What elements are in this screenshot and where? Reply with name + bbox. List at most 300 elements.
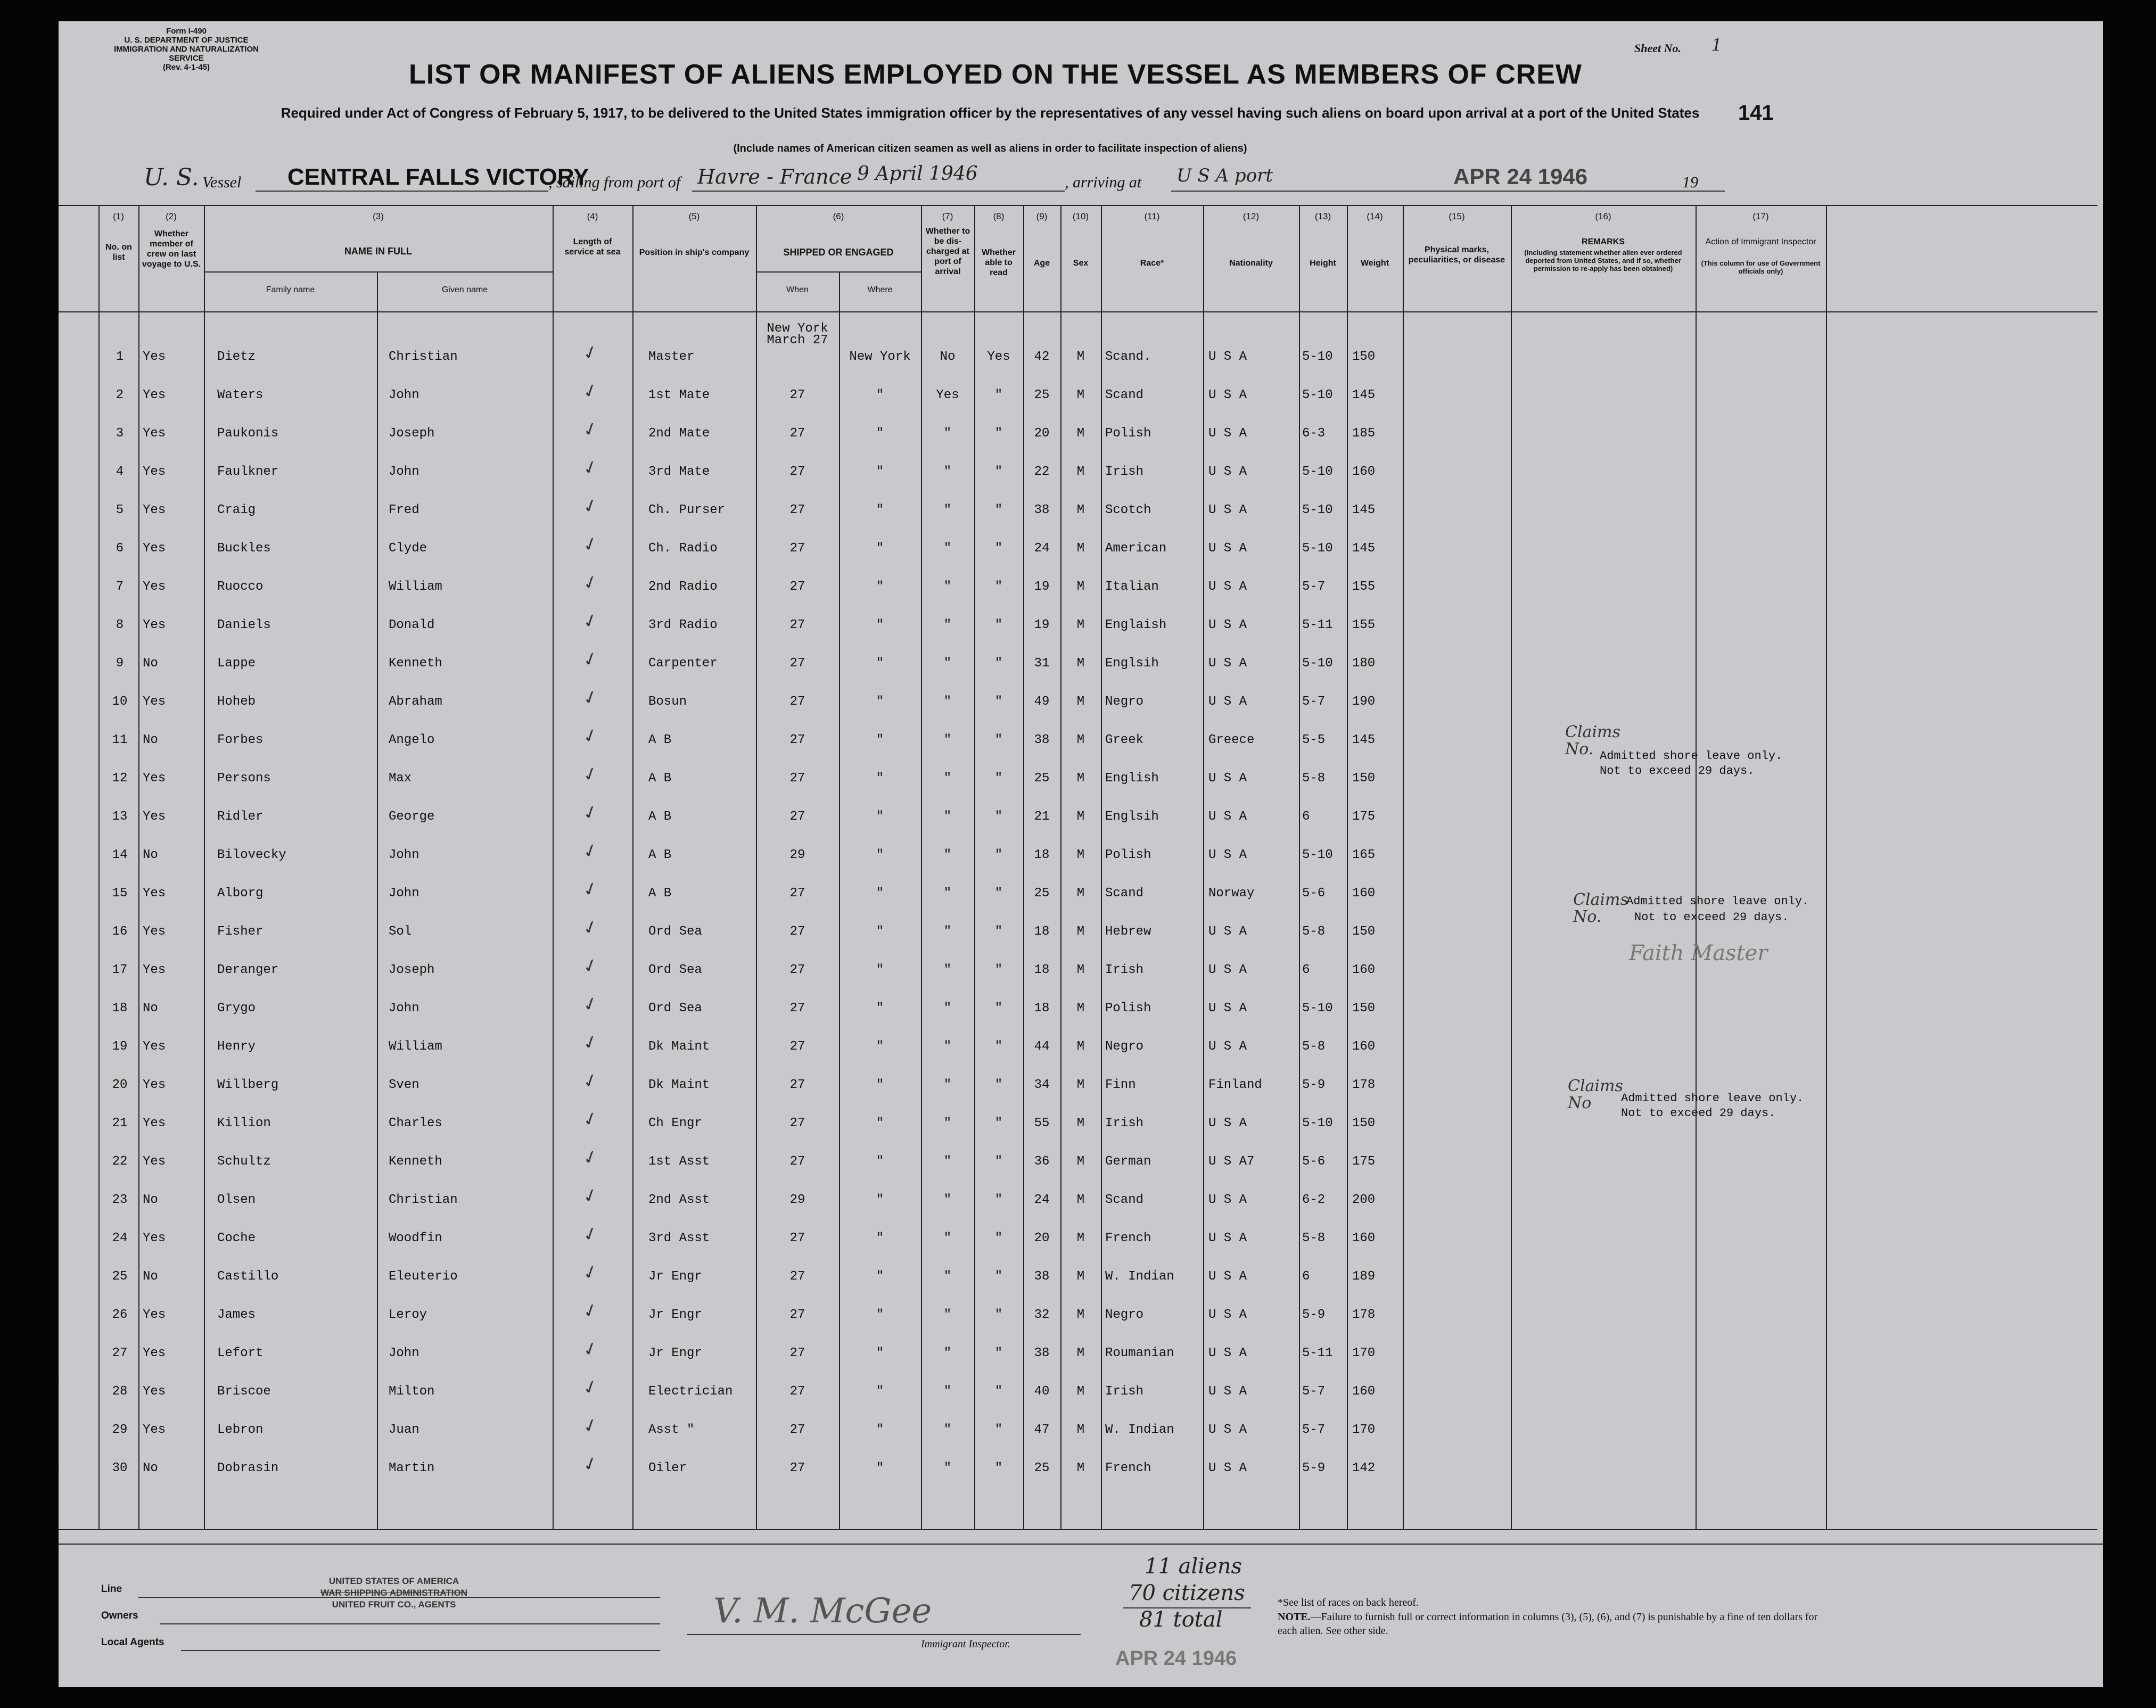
cell-race: American [1105,541,1167,556]
cell-no: 24 [112,1231,128,1245]
cell-discharged: " [943,733,952,747]
cell-no: 21 [112,1116,128,1131]
cell-discharged: " [943,1116,952,1131]
cell-read: " [994,810,1003,824]
cell-discharged: " [943,580,952,594]
check-mark-icon: ✓ [580,723,601,749]
cell-member: No [143,848,158,862]
cell-no: 28 [112,1384,128,1399]
cell-member: Yes [143,771,166,786]
col-number: (1) [113,211,124,221]
cell-height: 6 [1302,810,1310,824]
cell-given: George [389,810,435,824]
cell-when: 27 [789,963,805,977]
cell-position: Ch. Purser [648,503,726,517]
remark-text: Not to exceed 29 days. [1600,764,1755,778]
check-mark-icon: ✓ [580,570,601,596]
cell-position: 3rd Radio [648,618,718,632]
remark-text: Not to exceed 29 days. [1634,911,1789,924]
cell-when: 27 [789,810,805,824]
cell-age: 38 [1034,733,1050,747]
cell-read: " [994,886,1003,901]
col-number: (8) [993,211,1005,221]
col-number: (11) [1144,211,1160,221]
cell-discharged: " [943,1039,952,1054]
table-row [59,491,2097,529]
cell-when: 27 [789,1423,805,1437]
cell-member: No [143,1461,158,1475]
cell-race: Finn [1105,1078,1136,1092]
cell-sex: M [1076,848,1085,862]
table-row [59,321,2097,375]
col-number: (14) [1367,211,1383,221]
header-member: Whether member of crew on last voyage to U.S. [142,229,201,269]
cell-discharged: " [943,1308,952,1322]
check-mark-icon: ✓ [580,915,601,940]
arriving-label: , arriving at [1065,174,1142,191]
table-row [59,760,2097,797]
table-row [59,1028,2097,1065]
cell-nationality: U S A [1208,771,1247,786]
cell-no: 18 [112,1001,128,1016]
cell-where: " [876,1231,884,1245]
cell-weight: 200 [1352,1193,1376,1207]
cell-nationality: U S A [1208,1193,1247,1207]
check-mark-icon: ✓ [580,1375,601,1400]
cell-member: Yes [143,350,166,364]
cell-weight: 178 [1352,1308,1376,1322]
cell-race: Polish [1105,426,1151,441]
cell-position: A B [648,848,672,862]
check-mark-icon: ✓ [580,762,601,787]
cell-height: 5-7 [1302,1423,1326,1437]
cell-nationality: U S A [1208,695,1247,709]
cell-age: 18 [1034,925,1050,939]
cell-discharged: " [943,1461,952,1475]
cell-position: Oiler [648,1461,687,1475]
cell-weight: 175 [1352,810,1376,824]
check-mark-icon: ✓ [580,1260,601,1285]
cell-nationality: U S A [1208,656,1247,671]
cell-member: No [143,1269,158,1284]
shipped-subheader-line [756,271,921,273]
check-mark-icon: ✓ [580,838,601,864]
cell-no: 12 [112,771,128,786]
cell-read: " [994,656,1003,671]
col-number: (16) [1595,211,1611,221]
cell-weight: 150 [1352,1001,1376,1016]
table-row [59,376,2097,414]
cell-where: " [876,848,884,862]
cell-weight: 145 [1352,733,1376,747]
cell-no: 6 [116,541,124,556]
cell-when: 27 [789,580,805,594]
cell-race: French [1105,1231,1151,1245]
cell-where: " [876,1154,884,1169]
cell-height: 6 [1302,963,1310,977]
cell-where: " [876,618,884,632]
cell-no: 20 [112,1078,128,1092]
cell-weight: 190 [1352,695,1376,709]
cell-position: Dk Maint [648,1039,710,1054]
cell-nationality: U S A7 [1208,1154,1255,1169]
check-mark-icon: ✓ [580,455,601,481]
agents-label: Local Agents [101,1637,164,1648]
cell-where: " [876,1461,884,1475]
cell-race: French [1105,1461,1151,1475]
cell-discharged: No [940,350,956,364]
cell-weight: 155 [1352,580,1376,594]
cell-age: 44 [1034,1039,1050,1054]
cell-discharged: " [943,886,952,901]
cell-weight: 160 [1352,1384,1376,1399]
cell-read: " [994,1001,1003,1016]
cell-where: " [876,656,884,671]
cell-sex: M [1076,426,1085,441]
table-row [59,1104,2097,1142]
cell-height: 5-9 [1302,1461,1326,1475]
cell-given: Martin [389,1461,435,1475]
cell-weight: 178 [1352,1078,1376,1092]
vessel-label: Vessel [202,174,242,191]
check-mark-icon: ✓ [580,800,601,826]
cell-position: Asst " [648,1423,695,1437]
name-subheader-line [204,271,553,273]
cell-discharged: " [943,426,952,441]
col-number: (6) [833,211,844,221]
agency-stamp-line3: UNITED FRUIT CO., AGENTS [332,1599,456,1610]
cell-no: 5 [116,503,124,517]
cell-where: " [876,886,884,901]
cell-race: Greek [1105,733,1144,747]
remark-claims: Claims No [1568,1077,1623,1112]
table-row [59,1449,2097,1487]
cell-discharged: " [943,1001,952,1016]
cell-given: Eleuterio [389,1269,458,1284]
cell-given: Joseph [389,426,435,441]
check-mark-icon: ✓ [580,340,601,366]
cell-race: Roumanian [1105,1346,1174,1360]
remark-note: Faith Master [1629,941,1768,966]
cell-where: " [876,1039,884,1054]
cell-family: Daniels [217,618,271,632]
sheet-number-value: 1 [1711,34,1721,55]
cell-read: " [994,733,1003,747]
cell-height: 5-10 [1302,350,1333,364]
cell-when: 27 [789,503,805,517]
cell-family: Ruocco [217,580,264,594]
cell-nationality: U S A [1208,1001,1247,1016]
cell-no: 10 [112,695,128,709]
cell-race: Negro [1105,1039,1144,1054]
cell-position: Jr Engr [648,1346,702,1360]
cell-weight: 150 [1352,1116,1376,1131]
cell-height: 5-7 [1302,1384,1326,1399]
tally-citizens: 70 citizens [1129,1581,1245,1605]
table-row [59,989,2097,1027]
cell-when: 27 [789,1308,805,1322]
cell-read: " [994,503,1003,517]
cell-age: 31 [1034,656,1050,671]
cell-family: Paukonis [217,426,279,441]
table-row [59,606,2097,643]
cell-height: 5-10 [1302,656,1333,671]
cell-discharged: Yes [936,388,959,402]
cell-weight: 155 [1352,618,1376,632]
cell-when: 27 [789,695,805,709]
cell-nationality: U S A [1208,1423,1247,1437]
cell-where: " [876,1308,884,1322]
cell-given: Donald [389,618,435,632]
cell-read: " [994,465,1003,479]
cell-read: " [994,848,1003,862]
cell-discharged: " [943,695,952,709]
cell-age: 20 [1034,1231,1050,1245]
cell-no: 22 [112,1154,128,1169]
cell-read: " [994,618,1003,632]
cell-family: Deranger [217,963,279,977]
cell-when: 27 [789,1078,805,1092]
cell-sex: M [1076,810,1085,824]
check-mark-icon: ✓ [580,493,601,519]
cell-nationality: U S A [1208,618,1247,632]
cell-race: Irish [1105,465,1144,479]
cell-member: Yes [143,618,166,632]
cell-nationality: U S A [1208,1308,1247,1322]
cell-position: A B [648,810,672,824]
cell-weight: 150 [1352,350,1376,364]
header-where: Where [867,285,893,294]
cell-where: " [876,733,884,747]
cell-age: 24 [1034,1193,1050,1207]
cell-height: 5-8 [1302,771,1326,786]
header-physical: Physical marks, peculiarities, or disease [1408,245,1505,265]
cell-height: 5-9 [1302,1078,1326,1092]
table-bottom-border [59,1529,2097,1530]
cell-height: 5-11 [1302,1346,1333,1360]
cell-no: 30 [112,1461,128,1475]
cell-when: 27 [789,541,805,556]
cell-age: 18 [1034,848,1050,862]
cell-age: 38 [1034,1269,1050,1284]
cell-no: 2 [116,388,124,402]
cell-sex: M [1076,1269,1085,1284]
fine-note [1278,1610,1821,1638]
cell-read: " [994,1269,1003,1284]
cell-member: No [143,1001,158,1016]
cell-height: 5-7 [1302,695,1326,709]
footer [59,1544,2103,1682]
crew-table [59,205,2097,1530]
table-row [59,798,2097,835]
cell-where: " [876,426,884,441]
line-label: Line [101,1583,122,1595]
cell-member: Yes [143,1346,166,1360]
cell-race: Irish [1105,963,1144,977]
col-number: (3) [373,211,384,221]
check-mark-icon: ✓ [580,1413,601,1439]
col-number: (5) [688,211,700,221]
remark-text: Admitted shore leave only. [1600,749,1783,763]
cell-family: Buckles [217,541,271,556]
cell-race: Englsih [1105,656,1159,671]
cell-read: " [994,388,1003,402]
header-remarks-sub: (Including statement whether alien ever ordered deported from United States, and if so, whether permission to re-apply has been obtained) [1524,249,1682,273]
cell-where: " [876,925,884,939]
cell-sex: M [1076,733,1085,747]
cell-given: William [389,580,442,594]
cell-nationality: U S A [1208,426,1247,441]
arriving-underline [1171,191,1725,192]
cell-when: 27 [789,1269,805,1284]
cell-read: " [994,580,1003,594]
tally-total: 81 total [1139,1607,1223,1632]
cell-member: Yes [143,388,166,402]
cell-discharged: " [943,771,952,786]
cell-age: 32 [1034,1308,1050,1322]
cell-family: Waters [217,388,264,402]
cell-nationality: U S A [1208,350,1247,364]
cell-read: " [994,1346,1003,1360]
header-position: Position in ship's company [639,248,750,257]
cell-nationality: U S A [1208,465,1247,479]
col-number: (17) [1752,211,1769,221]
cell-discharged: " [943,541,952,556]
vessel-line [59,159,2103,201]
check-mark-icon: ✓ [580,417,601,442]
cell-weight: 189 [1352,1269,1376,1284]
cell-discharged: " [943,1269,952,1284]
header-length: Length of service at sea [564,237,621,257]
cell-height: 5-8 [1302,925,1326,939]
include-text: (Include names of American citizen seamen as well as aliens in order to facilitate inspection of aliens) [733,143,1247,154]
cell-read: " [994,1193,1003,1207]
cell-weight: 145 [1352,503,1376,517]
cell-where: " [876,465,884,479]
cell-age: 24 [1034,541,1050,556]
cell-discharged: " [943,465,952,479]
table-row [59,568,2097,605]
cell-given: John [389,1346,419,1360]
cell-family: Castillo [217,1269,279,1284]
cell-given: John [389,886,419,901]
cell-sex: M [1076,1154,1085,1169]
cell-race: English [1105,771,1159,786]
cell-family: Bilovecky [217,848,286,862]
cell-family: Dobrasin [217,1461,279,1475]
header-when: When [786,285,809,294]
cell-discharged: " [943,1193,952,1207]
cell-member: Yes [143,1116,166,1131]
cell-height: 5-10 [1302,541,1333,556]
cell-sex: M [1076,771,1085,786]
header-given: Given name [441,285,488,294]
cell-when: 29 [789,1193,805,1207]
cell-read: " [994,771,1003,786]
cell-discharged: " [943,810,952,824]
cell-member: Yes [143,925,166,939]
cell-weight: 175 [1352,1154,1376,1169]
cell-race: Englaish [1105,618,1167,632]
cell-nationality: U S A [1208,810,1247,824]
cell-nationality: Finland [1208,1078,1262,1092]
cell-age: 21 [1034,810,1050,824]
cell-when: 27 [789,1001,805,1016]
cell-where: " [876,388,884,402]
cell-discharged: " [943,925,952,939]
cell-race: W. Indian [1105,1269,1174,1284]
cell-position: Bosun [648,695,687,709]
vessel-prefix: U. S. [144,164,199,191]
cell-family: Olsen [217,1193,256,1207]
table-top-border [59,205,2097,206]
cell-nationality: U S A [1208,541,1247,556]
check-mark-icon: ✓ [580,953,601,979]
cell-read: " [994,1384,1003,1399]
cell-read: " [994,963,1003,977]
cell-read: " [994,1231,1003,1245]
cell-where: " [876,541,884,556]
cell-where: " [876,1269,884,1284]
cell-discharged: " [943,1346,952,1360]
cell-age: 34 [1034,1078,1050,1092]
header-discharged: Whether to be dis-charged at port of arrival [925,227,970,276]
cell-given: Sven [389,1078,419,1092]
cell-discharged: " [943,618,952,632]
cell-no: 9 [116,656,124,671]
cell-height: 5-10 [1302,465,1333,479]
cell-position: 2nd Radio [648,580,718,594]
header-remarks: REMARKS [1582,237,1625,246]
cell-family: James [217,1308,256,1322]
sailing-date: 9 April 1946 [857,163,978,185]
col-number: (9) [1036,211,1048,221]
remark-claims: Claims No. [1565,723,1620,758]
cell-race: Polish [1105,1001,1151,1016]
table-row [59,1411,2097,1448]
table-row [59,1219,2097,1257]
header-race: Race* [1140,259,1164,268]
cell-position: 3rd Mate [648,465,710,479]
cell-nationality: U S A [1208,503,1247,517]
cell-when: 27 [789,771,805,786]
cell-position: Electrician [648,1384,733,1399]
cell-height: 5-9 [1302,1308,1326,1322]
cell-sex: M [1076,1346,1085,1360]
cell-no: 26 [112,1308,128,1322]
header-action: Action of Immigrant Inspector [1705,237,1816,246]
manifest-sheet [59,21,2103,1687]
header-action-sub: (This column for use of Government officials only) [1701,259,1821,275]
cell-age: 22 [1034,465,1050,479]
cell-race: Scotch [1105,503,1151,517]
cell-height: 5-10 [1302,1001,1333,1016]
cell-sex: M [1076,465,1085,479]
cell-nationality: U S A [1208,925,1247,939]
cell-given: Juan [389,1423,419,1437]
col-number: (10) [1072,211,1089,221]
cell-race: W. Indian [1105,1423,1174,1437]
cell-when: 27 [789,1231,805,1245]
cell-where: " [876,963,884,977]
form-info [106,27,266,72]
col-number: (12) [1242,211,1260,221]
cell-weight: 185 [1352,426,1376,441]
cell-when: 27 [789,1116,805,1131]
cell-height: 5-8 [1302,1231,1326,1245]
cell-discharged: " [943,1423,952,1437]
cell-height: 5-6 [1302,1154,1326,1169]
